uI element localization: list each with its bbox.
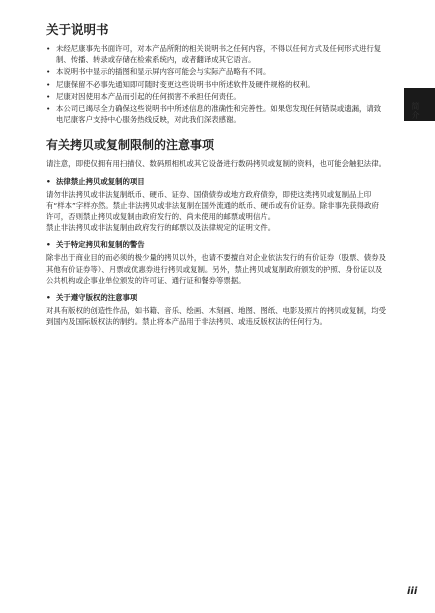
list-item: • 尼康对因使用本产品而引起的任何损害不承担任何责任。 <box>46 91 386 102</box>
copy-intro: 请注意，即使仅拥有用扫描仪、数码照相机或其它设备进行数码拷贝或复制的资料，也可能会触犯法律。 <box>46 159 386 169</box>
copy-title: 有关拷贝或复制限制的注意事项 <box>46 138 215 153</box>
subsection-paragraph: 请勿非法拷贝或非法复制纸币、硬币、证券、国债债券或地方政府债券，即使这类拷贝或复制品上印有“样本”字样亦然。禁止非法拷贝或非法复制在国外流通的纸币、硬币或有价证券。除非事先获得政府许可，否则禁止拷贝或复制由政府发行的、尚未使用的邮票或明信片。 <box>46 189 379 222</box>
subsection-heading: • 关于遵守版权的注意事项 <box>46 292 386 304</box>
notice-title: 关于说明书 <box>46 22 109 37</box>
list-item: • 尼康保留不必事先通知即可随时变更这些说明书中所述软件及硬件规格的权利。 <box>46 79 386 90</box>
subsection-paragraph: 除非出于商业目的而必须的极少量的拷贝以外，也请不要擅自对企业依法发行的有价证券（股票、债券及其他有价证券等）、月票或优惠券进行拷贝或复制。另外，禁止拷贝或复制政府颁发的护照、身份证以及公共机构或企事业单位颁发的许可证、通行证和餐券等票据。 <box>46 253 386 285</box>
subsection-paragraph: 禁止非法拷贝或非法复制由政府发行的邮票以及法律规定的证明文件。 <box>46 223 276 233</box>
notice-list <box>46 43 386 125</box>
subsection-paragraph: 对具有版权的创造性作品，如书籍、音乐、绘画、木刻画、地图、图纸、电影及照片的拷贝或复制，均受到国内及国际版权法的制约。禁止将本产品用于非法拷贝、或违反版权法的任何行为。 <box>46 306 386 327</box>
subsection-heading: • 法律禁止拷贝或复制的项目 <box>46 176 386 188</box>
subsection-heading: • 关于特定拷贝和复制的警告 <box>46 239 386 251</box>
page-number: iii <box>407 586 418 597</box>
page-content <box>46 22 386 327</box>
list-item: • 本说明书中显示的插图和显示屏内容可能会与实际产品略有不同。 <box>46 66 386 77</box>
chapter-tab-label: 简介 <box>411 102 420 120</box>
list-item: • 未经尼康事先书面许可，对本产品所附的相关说明书之任何内容，不得以任何方式及任何形式进行复制、传播、转录或存储在检索系统内，或者翻译成其它语言。 <box>46 43 386 65</box>
list-item: • 本公司已竭尽全力确保这些说明书中所述信息的准确性和完善性。如果您发现任何错误或遗漏，请致电尼康客户支持中心服务热线反映，对此我们深表感谢。 <box>46 103 386 125</box>
